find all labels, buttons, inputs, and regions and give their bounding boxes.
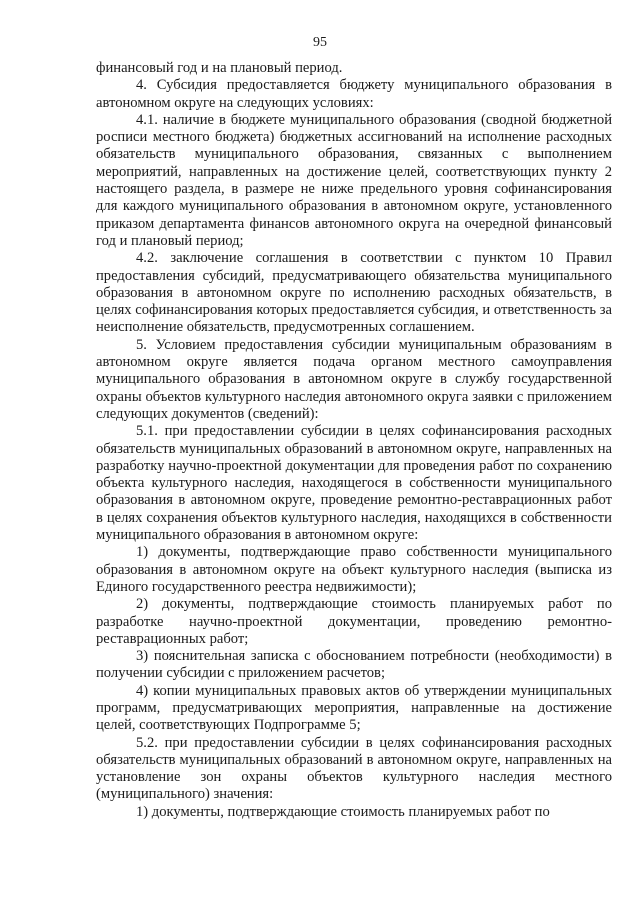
paragraph-item-5-2: 5.2. при предоставлении субсидии в целях софинансирования расходных обязательств муниципальных образований в автономном округе, направленных на установление зон охраны объектов культурного наследия местного (муниципального) значения:	[96, 734, 612, 803]
paragraph-item-5: 5. Условием предоставления субсидии муниципальным образованиям в автономном округе является подача органом местного самоуправления муниципального образования в автономном округе в службу государственной охраны объектов культурного наследия автономного округа заявки с приложением следующих документов (сведений):	[96, 336, 612, 422]
paragraph-5-1-doc-3: 3) пояснительная записка с обоснованием потребности (необходимости) в получении субсидии с приложением расчетов;	[96, 648, 612, 682]
paragraph-item-4: 4. Субсидия предоставляется бюджету муниципального образования в автономном округе на следующих условиях:	[96, 77, 612, 111]
page-number: 95	[313, 35, 327, 50]
document-body	[96, 60, 612, 821]
paragraph-item-4-1: 4.1. наличие в бюджете муниципального образования (сводной бюджетной росписи местного бюджета) бюджетных ассигнований на исполнение расходных обязательств муниципального образования, связанных с выполнением мероприятий, направленных на достижение целей, соответствующих пункту 2 настоящего раздела, в размере не ниже предельного уровня софинансирования для каждого муниципального образования в автономном округе, установленного приказом департамента финансов автономного округа на очередной финансовый год и плановый период;	[96, 111, 612, 249]
paragraph-5-1-doc-1: 1) документы, подтверждающие право собственности муниципального образования в автономном округе на объект культурного наследия (выписка из Единого государственного реестра недвижимости);	[96, 544, 612, 595]
paragraph-5-1-doc-2: 2) документы, подтверждающие стоимость планируемых работ по разработке научно-проектной документации, проведению ремонтно-реставрационных работ;	[96, 596, 612, 647]
paragraph-continuation: финансовый год и на плановый период.	[96, 60, 343, 76]
paragraph-5-2-doc-1: 1) документы, подтверждающие стоимость планируемых работ по	[136, 803, 550, 820]
paragraph-5-1-doc-4: 4) копии муниципальных правовых актов об утверждении муниципальных программ, предусматривающих мероприятия, направленные на достижение целей, соответствующих Подпрограмме 5;	[96, 682, 612, 734]
paragraph-item-4-2: 4.2. заключение соглашения в соответствии с пунктом 10 Правил предоставления субсидий, предусматривающего обязательства муниципального образования в автономном округе по исполнению расходных обязательств, в целях софинансирования которых предоставляется субсидия, и ответственность за неисполнение обязательств, предусмотренных соглашением.	[96, 250, 612, 336]
paragraph-item-5-1: 5.1. при предоставлении субсидии в целях софинансирования расходных обязательств муниципальных образований в автономном округе, направленных на разработку научно-проектной документации для проведения работ по сохранению объекта культурного наследия, находящегося в собственности муниципального образования в автономном округе, проведение ремонтно-реставрационных работ в целях сохранения объектов культурного наследия, находящихся в собственности муниципального образования в автономном округе:	[96, 423, 612, 544]
